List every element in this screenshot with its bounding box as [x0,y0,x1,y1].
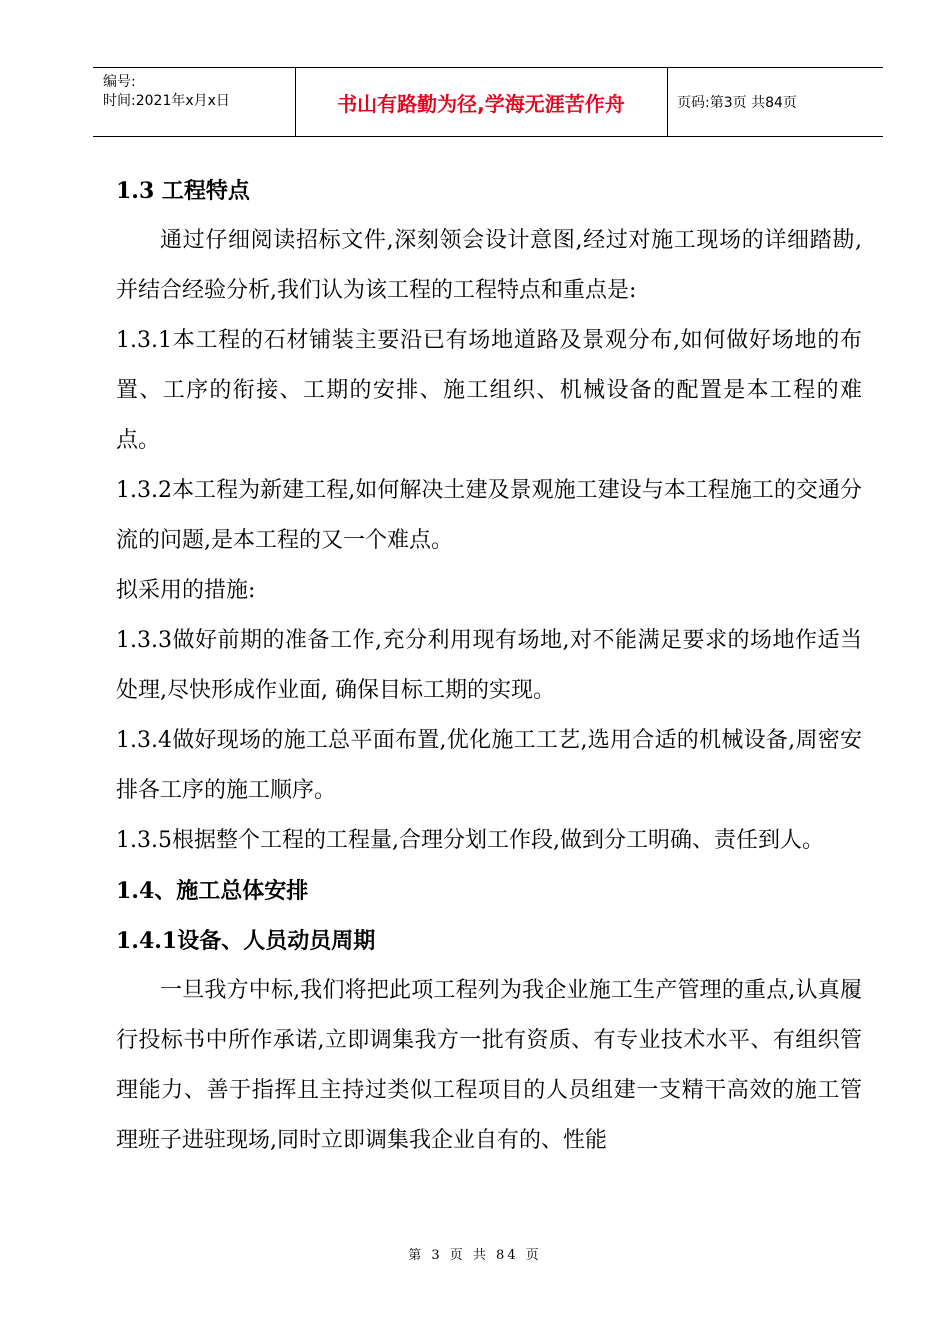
paragraph-intro: 通过仔细阅读招标文件,深刻领会设计意图,经过对施工现场的详细踏勘,并结合经验分析,我们认为该工程的工程特点和重点是: [116,228,862,303]
paragraph-1-4-1: 一旦我方中标,我们将把此项工程列为我企业施工生产管理的重点,认真履行投标书中所作承诺,立即调集我方一批有资质、有专业技术水平、有组织管理能力、善于指挥且主持过类似工程项目的人员组建一支精干高效的施工管理班子进驻现场,同时立即调集我企业自有的、性能 [116,978,862,1153]
page-header [93,67,883,137]
section-heading-1-4: 1.4、施工总体安排 [116,878,309,904]
document-number-label: 编号: [103,74,136,90]
header-page-number: 页码:第3页 共84页 [677,95,797,111]
document-time-label: 时间:2021年x月x日 [103,93,230,109]
paragraph-1-3-1: 1.3.1本工程的石材铺装主要沿已有场地道路及景观分布,如何做好场地的布置、工序的衔接、工期的安排、施工组织、机械设备的配置是本工程的难点。 [116,328,862,453]
header-motto: 书山有路勤为径,学海无涯苦作舟 [295,68,668,136]
paragraph-1-3-2: 1.3.2本工程为新建工程,如何解决土建及景观施工建设与本工程施工的交通分流的问题,是本工程的又一个难点。 [116,478,862,553]
section-heading-1-4-1: 1.4.1设备、人员动员周期 [116,928,376,954]
page-footer: 第 3 页 共 84 页 [408,1248,542,1263]
paragraph-1-3-5: 1.3.5根据整个工程的工程量,合理分划工作段,做到分工明确、责任到人。 [116,828,824,853]
paragraph-1-3-4: 1.3.4做好现场的施工总平面布置,优化施工工艺,选用合适的机械设备,周密安排各工序的施工顺序。 [116,728,862,803]
header-meta [93,68,296,136]
section-heading-1-3: 1.3 工程特点 [116,178,250,204]
document-body [116,166,862,1166]
paragraph-1-3-3: 1.3.3做好前期的准备工作,充分利用现有场地,对不能满足要求的场地作适当处理,尽快形成作业面, 确保目标工期的实现。 [116,628,862,703]
paragraph-measures: 拟采用的措施: [116,578,256,603]
